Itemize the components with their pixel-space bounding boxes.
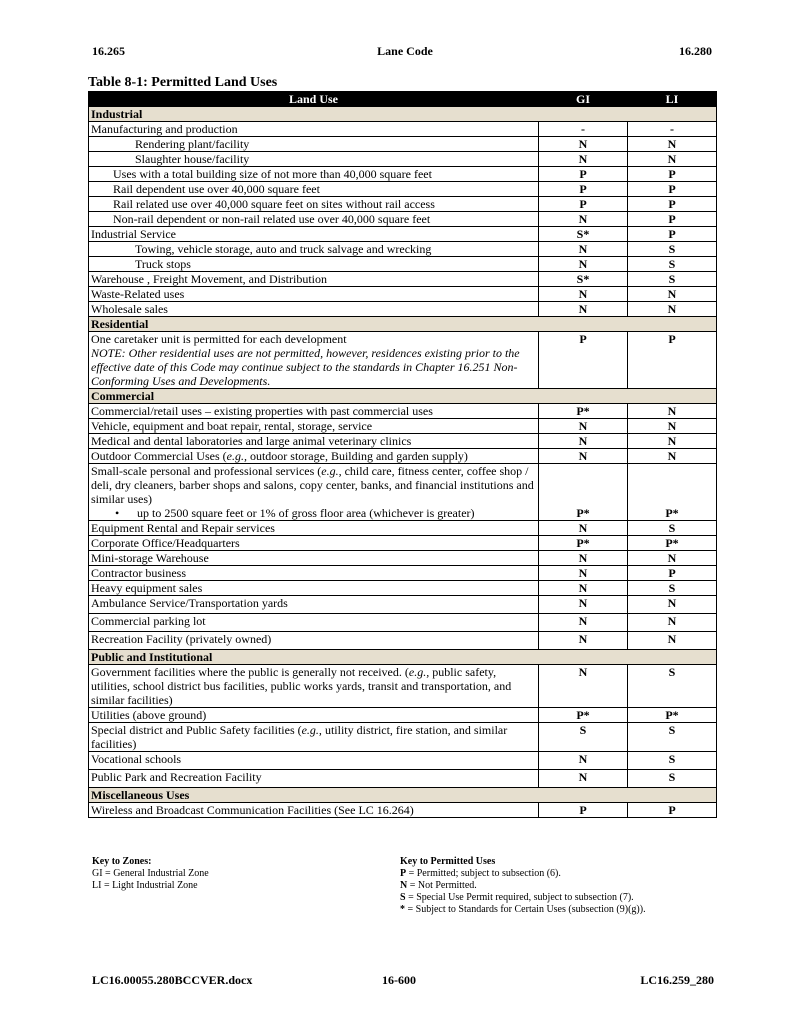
table-row bbox=[89, 152, 717, 167]
gi-code: N bbox=[539, 632, 628, 650]
table-row bbox=[89, 464, 717, 521]
land-use-cell: Recreation Facility (privately owned) bbox=[89, 632, 539, 650]
gi-code: N bbox=[539, 137, 628, 152]
table-row bbox=[89, 614, 717, 632]
gi-code: P* bbox=[539, 536, 628, 551]
residential-note: NOTE: Other residential uses are not permitted, however, residences existing prior to the effective date of this Code may continue subject to the standards in Chapter 16.251 Non-Conforming Uses and Developments. bbox=[91, 346, 520, 388]
table-row bbox=[89, 287, 717, 302]
table-row bbox=[89, 581, 717, 596]
gi-code: - bbox=[539, 122, 628, 137]
header-title: Lane Code bbox=[377, 44, 433, 58]
key-text: = Special Use Permit required, subject to subsection (7). bbox=[405, 892, 634, 903]
land-use-text: child care, fitness center, coffee shop / deli, dry cleaners, barber shops and salons, copy center, banks, and financial institutions and similar uses) bbox=[91, 464, 534, 506]
li-code: P bbox=[628, 227, 717, 242]
table-row bbox=[89, 551, 717, 566]
gi-code: N bbox=[539, 521, 628, 536]
gi-code: N bbox=[539, 551, 628, 566]
header-section-start: 16.265 bbox=[92, 44, 125, 58]
land-use-text: Small-scale personal and professional services ( bbox=[91, 464, 322, 478]
land-use-cell: Rail related use over 40,000 square feet on sites without rail access bbox=[89, 197, 539, 212]
gi-code: N bbox=[539, 770, 628, 788]
land-use-cell: Industrial Service bbox=[89, 227, 539, 242]
li-code: N bbox=[628, 449, 717, 464]
page-header bbox=[92, 44, 718, 60]
li-code: S bbox=[628, 665, 717, 708]
gi-code: N bbox=[539, 614, 628, 632]
gi-code: N bbox=[539, 302, 628, 317]
key-to-permitted-uses bbox=[400, 856, 720, 916]
land-use-cell: Utilities (above ground) bbox=[89, 708, 539, 723]
table-row bbox=[89, 723, 717, 752]
li-code: N bbox=[628, 596, 717, 614]
li-code: S bbox=[628, 272, 717, 287]
key-use-item bbox=[400, 880, 720, 892]
gi-code: N bbox=[539, 419, 628, 434]
gi-code: S* bbox=[539, 272, 628, 287]
li-code: N bbox=[628, 302, 717, 317]
li-code: P bbox=[628, 332, 717, 389]
gi-code: N bbox=[539, 752, 628, 770]
table-row bbox=[89, 122, 717, 137]
eg-abbrev: e.g., bbox=[301, 723, 322, 737]
li-code: P* bbox=[628, 536, 717, 551]
footer-reference: LC16.259_280 bbox=[640, 973, 714, 987]
table-row bbox=[89, 708, 717, 723]
land-use-text: Government facilities where the public is generally not received. ( bbox=[91, 665, 409, 679]
gi-code: P bbox=[539, 803, 628, 818]
table-row bbox=[89, 449, 717, 464]
gi-code: N bbox=[539, 449, 628, 464]
li-code: N bbox=[628, 434, 717, 449]
section-label: Industrial bbox=[89, 107, 717, 122]
key-code: * bbox=[400, 904, 405, 915]
table-row bbox=[89, 770, 717, 788]
land-use-cell: Manufacturing and production bbox=[89, 122, 539, 137]
eg-abbrev: e.g., bbox=[226, 449, 247, 463]
table-row bbox=[89, 182, 717, 197]
key-to-zones bbox=[92, 856, 392, 892]
li-code: P bbox=[628, 167, 717, 182]
li-code: P bbox=[628, 197, 717, 212]
li-code: S bbox=[628, 723, 717, 752]
land-use-cell: Commercial parking lot bbox=[89, 614, 539, 632]
land-use-cell: Truck stops bbox=[89, 257, 539, 272]
li-code: N bbox=[628, 404, 717, 419]
column-header-land-use: Land Use bbox=[89, 92, 539, 107]
li-code: S bbox=[628, 770, 717, 788]
section-label: Miscellaneous Uses bbox=[89, 788, 717, 803]
key-use-item bbox=[400, 892, 720, 904]
section-row-misc bbox=[89, 788, 717, 803]
land-use-cell bbox=[89, 665, 539, 708]
section-row-residential bbox=[89, 317, 717, 332]
land-use-cell: Ambulance Service/Transportation yards bbox=[89, 596, 539, 614]
li-code: P bbox=[628, 212, 717, 227]
land-use-cell: Vocational schools bbox=[89, 752, 539, 770]
land-use-cell bbox=[89, 464, 539, 521]
li-code: - bbox=[628, 122, 717, 137]
key-zones-title: Key to Zones: bbox=[92, 856, 152, 867]
column-header-gi: GI bbox=[539, 92, 628, 107]
table-row bbox=[89, 596, 717, 614]
table-row bbox=[89, 137, 717, 152]
land-use-text: One caretaker unit is permitted for each development bbox=[91, 332, 347, 346]
bullet-icon: • bbox=[115, 506, 120, 520]
land-use-cell: Wireless and Broadcast Communication Facilities (See LC 16.264) bbox=[89, 803, 539, 818]
land-use-text: public safety, utilities, school district bus facilities, public works yards, transit and transportation, and similar facilities) bbox=[91, 665, 512, 707]
gi-code: N bbox=[539, 665, 628, 708]
li-code: S bbox=[628, 242, 717, 257]
gi-code: P* bbox=[539, 708, 628, 723]
land-use-text: Special district and Public Safety facilities ( bbox=[91, 723, 302, 737]
land-use-cell: Rail dependent use over 40,000 square feet bbox=[89, 182, 539, 197]
key-text: = Permitted; subject to subsection (6). bbox=[406, 868, 561, 879]
table-row bbox=[89, 752, 717, 770]
table-row bbox=[89, 803, 717, 818]
li-code: S bbox=[628, 581, 717, 596]
land-use-cell: Warehouse , Freight Movement, and Distribution bbox=[89, 272, 539, 287]
li-code: S bbox=[628, 752, 717, 770]
land-use-cell: Equipment Rental and Repair services bbox=[89, 521, 539, 536]
section-row-public bbox=[89, 650, 717, 665]
li-code: P* bbox=[628, 708, 717, 723]
land-use-text: outdoor storage, Building and garden supply) bbox=[246, 449, 468, 463]
table-row bbox=[89, 227, 717, 242]
land-use-cell: Slaughter house/facility bbox=[89, 152, 539, 167]
key-zone-item: GI = General Industrial Zone bbox=[92, 868, 209, 879]
bullet-item bbox=[91, 506, 536, 520]
li-code: S bbox=[628, 521, 717, 536]
gi-code: P* bbox=[539, 404, 628, 419]
land-use-cell: Heavy equipment sales bbox=[89, 581, 539, 596]
footer-filename: LC16.00055.280BCCVER.docx bbox=[92, 973, 253, 987]
table-row bbox=[89, 632, 717, 650]
gi-code: P bbox=[539, 167, 628, 182]
gi-code: P bbox=[539, 197, 628, 212]
table-row bbox=[89, 521, 717, 536]
gi-code: N bbox=[539, 242, 628, 257]
table-row bbox=[89, 404, 717, 419]
table-row bbox=[89, 332, 717, 389]
li-code: N bbox=[628, 614, 717, 632]
key-code: S bbox=[400, 892, 406, 903]
land-use-cell bbox=[89, 449, 539, 464]
land-use-cell: Waste-Related uses bbox=[89, 287, 539, 302]
section-label: Residential bbox=[89, 317, 717, 332]
land-use-cell: Towing, vehicle storage, auto and truck salvage and wrecking bbox=[89, 242, 539, 257]
key-use-item bbox=[400, 904, 720, 916]
key-text: = Subject to Standards for Certain Uses (subsection (9)(g)). bbox=[405, 904, 646, 915]
gi-code: N bbox=[539, 287, 628, 302]
table-row bbox=[89, 212, 717, 227]
section-label: Commercial bbox=[89, 389, 717, 404]
table-row bbox=[89, 302, 717, 317]
section-label: Public and Institutional bbox=[89, 650, 717, 665]
permitted-land-uses-table bbox=[88, 91, 717, 818]
bullet-text: up to 2500 square feet or 1% of gross floor area (whichever is greater) bbox=[137, 506, 475, 520]
land-use-text: utility district, fire station, and similar facilities) bbox=[91, 723, 508, 751]
gi-code: S bbox=[539, 723, 628, 752]
li-code: N bbox=[628, 287, 717, 302]
li-code: S bbox=[628, 257, 717, 272]
gi-code: P bbox=[539, 182, 628, 197]
table-row bbox=[89, 434, 717, 449]
table-row bbox=[89, 257, 717, 272]
li-code: P bbox=[628, 803, 717, 818]
land-use-cell bbox=[89, 332, 539, 389]
key-use-item bbox=[400, 868, 720, 880]
gi-code: N bbox=[539, 212, 628, 227]
li-code: N bbox=[628, 551, 717, 566]
land-use-cell: Mini-storage Warehouse bbox=[89, 551, 539, 566]
key-code: N bbox=[400, 880, 408, 891]
li-code: N bbox=[628, 632, 717, 650]
key-code: P bbox=[400, 868, 407, 879]
gi-code: P* bbox=[539, 464, 628, 521]
li-code: N bbox=[628, 419, 717, 434]
column-header-li: LI bbox=[628, 92, 717, 107]
gi-code: N bbox=[539, 152, 628, 167]
land-use-cell: Public Park and Recreation Facility bbox=[89, 770, 539, 788]
key-text: = Not Permitted. bbox=[407, 880, 477, 891]
li-code: P* bbox=[628, 464, 717, 521]
land-use-cell: Contractor business bbox=[89, 566, 539, 581]
land-use-cell: Corporate Office/Headquarters bbox=[89, 536, 539, 551]
land-use-cell: Uses with a total building size of not more than 40,000 square feet bbox=[89, 167, 539, 182]
gi-code: N bbox=[539, 566, 628, 581]
footer-page-number: 16-600 bbox=[382, 973, 416, 987]
li-code: N bbox=[628, 152, 717, 167]
land-use-cell bbox=[89, 723, 539, 752]
li-code: N bbox=[628, 137, 717, 152]
key-uses-title: Key to Permitted Uses bbox=[400, 856, 496, 867]
table-header-row bbox=[89, 92, 717, 107]
land-use-cell: Medical and dental laboratories and large animal veterinary clinics bbox=[89, 434, 539, 449]
table-caption: Table 8-1: Permitted Land Uses bbox=[88, 75, 278, 90]
li-code: P bbox=[628, 182, 717, 197]
table-row bbox=[89, 197, 717, 212]
gi-code: P bbox=[539, 332, 628, 389]
key-zone-item: LI = Light Industrial Zone bbox=[92, 880, 198, 891]
gi-code: S* bbox=[539, 227, 628, 242]
land-use-cell: Wholesale sales bbox=[89, 302, 539, 317]
table-row bbox=[89, 419, 717, 434]
section-row-commercial bbox=[89, 389, 717, 404]
land-use-text: Outdoor Commercial Uses ( bbox=[91, 449, 227, 463]
gi-code: N bbox=[539, 257, 628, 272]
eg-abbrev: e.g., bbox=[321, 464, 342, 478]
page-footer bbox=[92, 973, 714, 989]
table-row bbox=[89, 536, 717, 551]
gi-code: N bbox=[539, 434, 628, 449]
li-code: P bbox=[628, 566, 717, 581]
gi-code: N bbox=[539, 581, 628, 596]
eg-abbrev: e.g., bbox=[408, 665, 430, 679]
land-use-cell: Commercial/retail uses – existing properties with past commercial uses bbox=[89, 404, 539, 419]
land-use-cell: Vehicle, equipment and boat repair, rental, storage, service bbox=[89, 419, 539, 434]
land-use-cell: Non-rail dependent or non-rail related use over 40,000 square feet bbox=[89, 212, 539, 227]
table-row bbox=[89, 242, 717, 257]
land-use-cell: Rendering plant/facility bbox=[89, 137, 539, 152]
table-row bbox=[89, 167, 717, 182]
gi-code: N bbox=[539, 596, 628, 614]
table-row bbox=[89, 566, 717, 581]
table-row bbox=[89, 665, 717, 708]
table-row bbox=[89, 272, 717, 287]
header-section-end: 16.280 bbox=[679, 44, 712, 58]
section-row-industrial bbox=[89, 107, 717, 122]
